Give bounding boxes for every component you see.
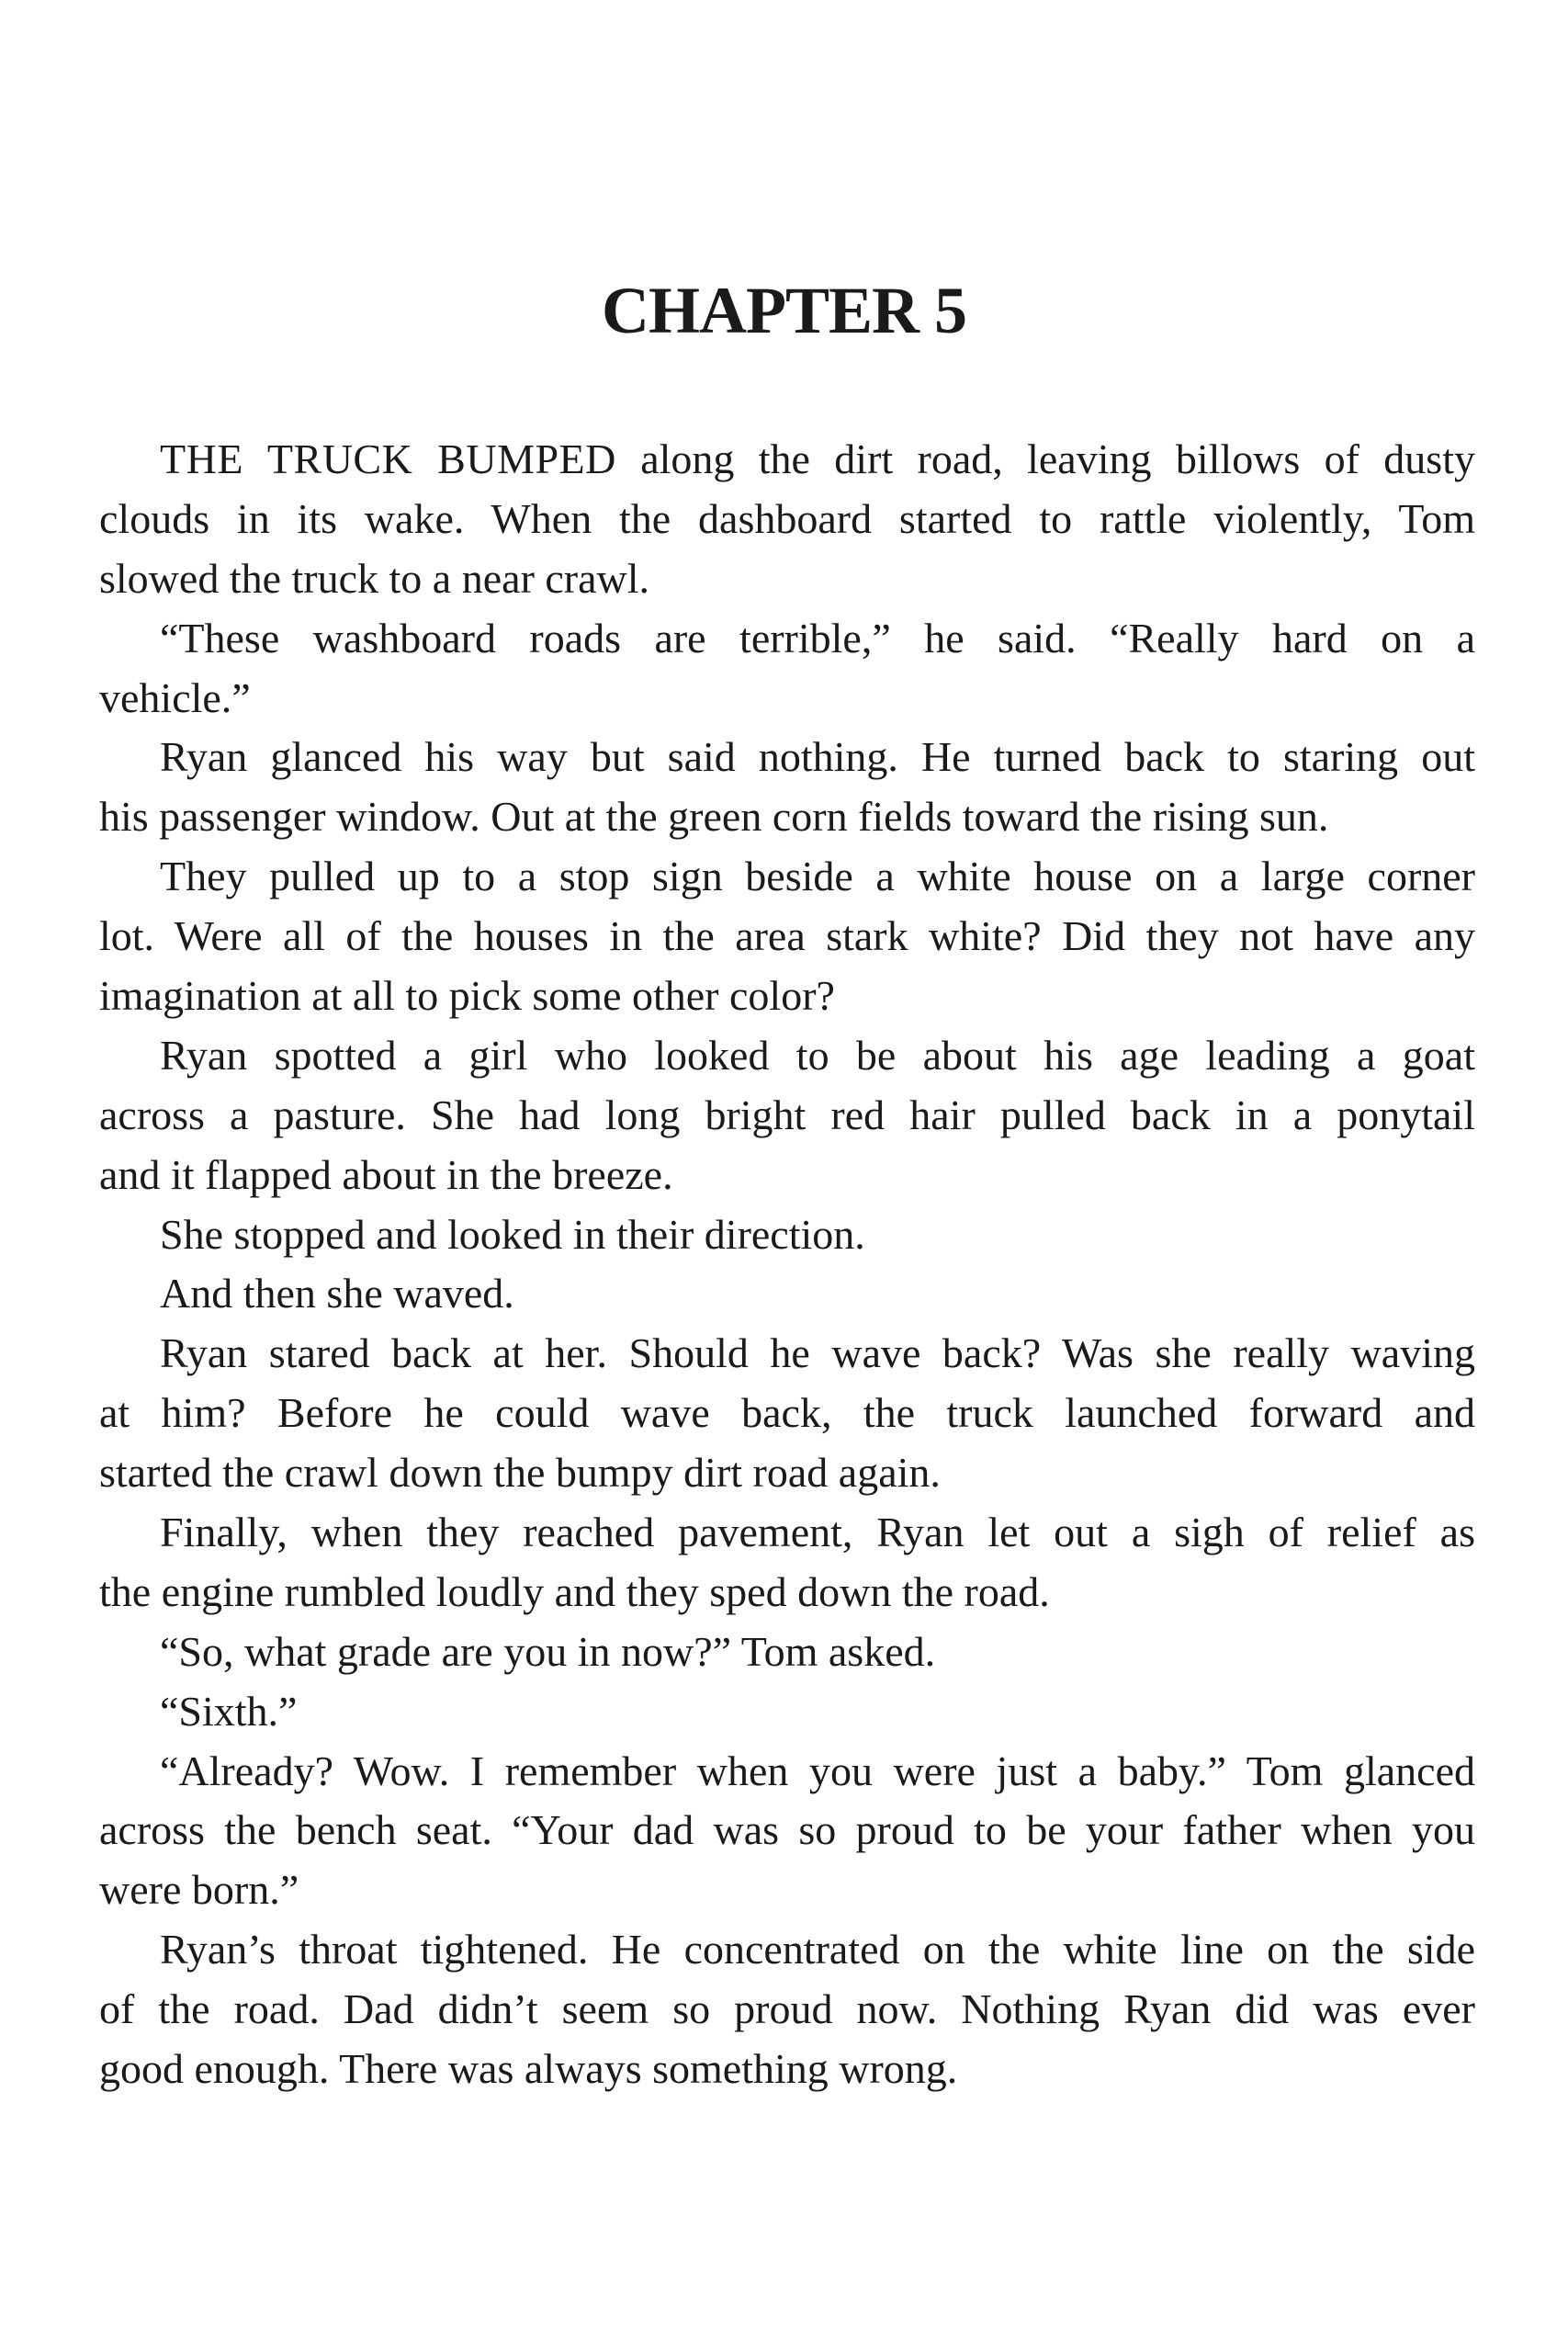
- paragraph-line: Ryan glanced his way but said nothing. He turned back to staring out: [160, 733, 1475, 781]
- paragraph-line: “Already? Wow. I remember when you were just a baby.” Tom glanced: [160, 1747, 1475, 1794]
- paragraph-line: lot. Were all of the houses in the area stark white? Did they not have any: [99, 912, 1475, 960]
- chapter-title: CHAPTER 5: [601, 274, 967, 347]
- line-text: along the dirt road, leaving billows of dusty: [615, 435, 1475, 482]
- paragraph-line: clouds in its wake. When the dashboard started to rattle violently, Tom: [99, 494, 1475, 542]
- paragraph-line: imagination at all to pick some other color?: [99, 972, 835, 1020]
- paragraph-line: the engine rumbled loudly and they sped down the road.: [99, 1567, 1050, 1615]
- paragraph-line: slowed the truck to a near crawl.: [99, 554, 650, 602]
- paragraph-line: at him? Before he could wave back, the truck launched forward and: [99, 1389, 1475, 1437]
- paragraph-line: Ryan spotted a girl who looked to be about his age leading a goat: [160, 1031, 1475, 1079]
- opening-small-caps: THE TRUCK BUMPED: [160, 435, 616, 482]
- paragraph-line: “Sixth.”: [160, 1687, 298, 1735]
- paragraph-line: his passenger window. Out at the green corn fields toward the rising sun.: [99, 793, 1329, 841]
- paragraph-line: “These washboard roads are terrible,” he said. “Really hard on a: [160, 614, 1475, 662]
- paragraph-line: good enough. There was always something wrong.: [99, 2045, 958, 2093]
- paragraph-line: Finally, when they reached pavement, Ryan let out a sigh of relief as: [160, 1509, 1475, 1556]
- paragraph-line: started the crawl down the bumpy dirt road again.: [99, 1449, 941, 1497]
- paragraph-line: She stopped and looked in their direction.: [160, 1210, 865, 1258]
- paragraph-line: And then she waved.: [160, 1270, 514, 1317]
- paragraph-line: and it flapped about in the breeze.: [99, 1150, 673, 1198]
- paragraph-line: of the road. Dad didn’t seem so proud now. Nothing Ryan did was ever: [99, 1985, 1475, 2033]
- paragraph-line: were born.”: [99, 1866, 299, 1914]
- paragraph-line: vehicle.”: [99, 673, 251, 721]
- paragraph-line: across the bench seat. “Your dad was so proud to be your father when you: [99, 1806, 1475, 1854]
- paragraph-line: Ryan’s throat tightened. He concentrated on the white line on the side: [160, 1926, 1475, 1973]
- paragraph-line: “So, what grade are you in now?” Tom asked.: [160, 1627, 936, 1675]
- paragraph-line: [99, 430, 1475, 490]
- paragraph-line: Ryan stared back at her. Should he wave back? Was she really waving: [160, 1329, 1475, 1377]
- paragraph-line: across a pasture. She had long bright red hair pulled back in a ponytail: [99, 1091, 1475, 1138]
- paragraph-line: They pulled up to a stop sign beside a white house on a large corner: [160, 853, 1475, 900]
- chapter-body: [99, 430, 1475, 2099]
